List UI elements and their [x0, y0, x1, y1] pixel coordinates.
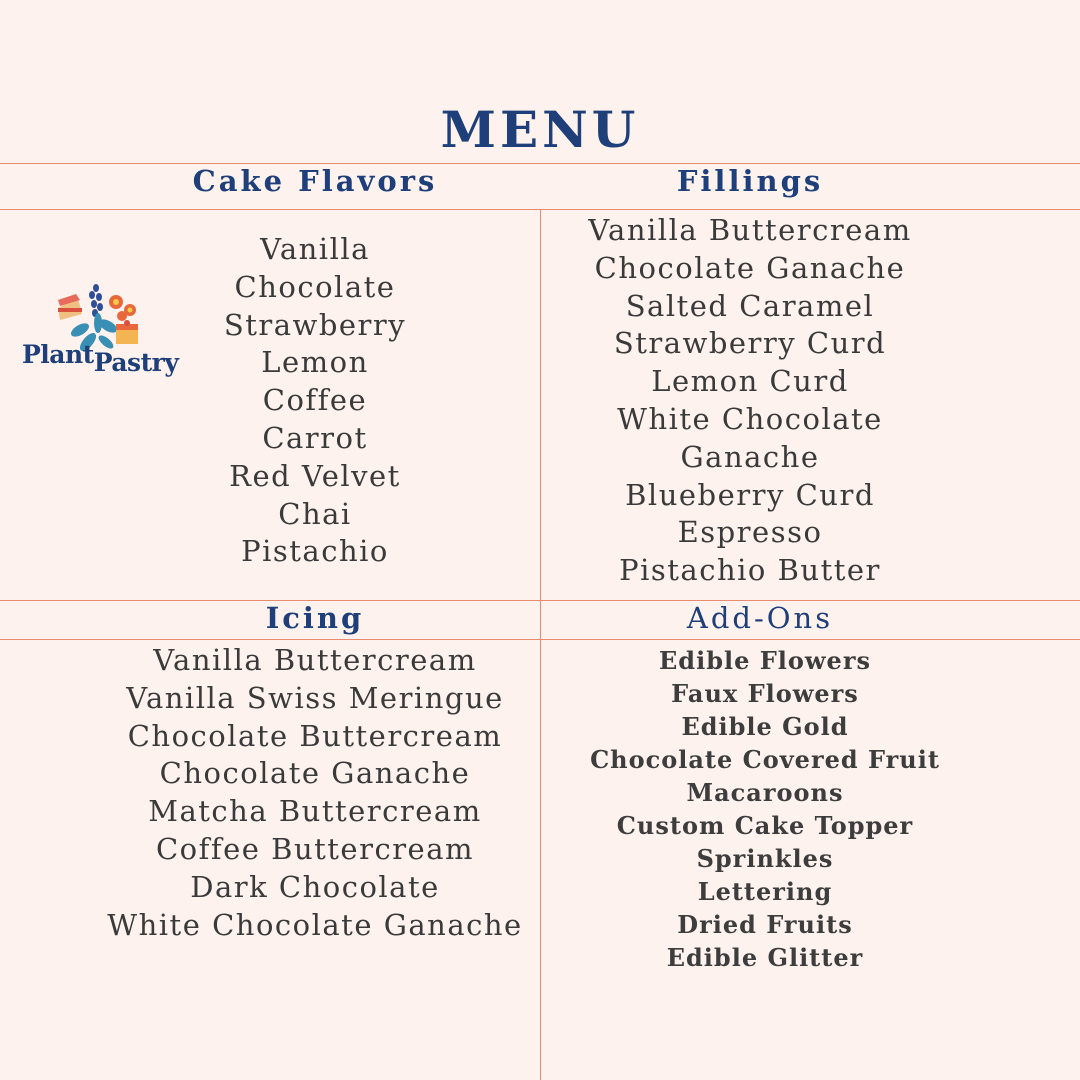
list-item: Lemon: [261, 345, 369, 380]
list-item: Chocolate Covered Fruit: [590, 745, 940, 774]
add-ons-heading: Add-Ons: [686, 601, 834, 635]
cake-flavors-list: [90, 231, 540, 571]
list-item: Chocolate Ganache: [594, 250, 906, 285]
list-item: Coffee Buttercream: [155, 831, 475, 866]
menu-title: MENU: [440, 100, 640, 159]
list-item: Custom Cake Topper: [616, 811, 914, 840]
list-item: Macaroons: [686, 778, 844, 807]
list-item: Edible Flowers: [659, 646, 871, 675]
list-item: Vanilla Buttercream: [153, 643, 477, 677]
list-item: Vanilla: [260, 232, 370, 266]
list-item: Faux Flowers: [671, 679, 859, 708]
list-item: Pistachio: [241, 534, 389, 569]
brand-name-part1: Plant: [22, 340, 94, 369]
list-item: Edible Glitter: [666, 943, 864, 972]
fillings-heading: Fillings: [676, 164, 824, 198]
add-ons-list: [540, 644, 990, 974]
list-item: Vanilla Buttercream: [588, 213, 912, 247]
list-item: Strawberry: [223, 307, 407, 342]
icing-list: [90, 642, 540, 944]
list-item: Lemon Curd: [651, 364, 849, 399]
list-item: Chocolate Buttercream: [127, 718, 503, 753]
list-item: White Chocolate: [617, 401, 883, 436]
list-item: Coffee: [262, 383, 368, 418]
list-item: Red Velvet: [229, 458, 401, 493]
list-item: Strawberry Curd: [613, 326, 887, 361]
list-item: Dried Fruits: [677, 910, 853, 939]
list-item: Espresso: [677, 515, 823, 550]
list-item: Edible Gold: [681, 712, 849, 741]
icing-heading: Icing: [265, 601, 365, 635]
list-item: Carrot: [262, 420, 368, 455]
list-item: Vanilla Swiss Meringue: [126, 680, 504, 715]
fillings-list: [540, 212, 960, 590]
list-item: Dark Chocolate: [190, 869, 440, 904]
list-item: Chocolate: [234, 269, 396, 304]
list-item: Chocolate Ganache: [159, 756, 471, 791]
list-item: Lettering: [697, 877, 833, 906]
list-item: Blueberry Curd: [625, 477, 875, 512]
brand-name-part2: Pastry: [93, 348, 179, 377]
list-item: Sprinkles: [696, 844, 834, 873]
list-item: Ganache: [680, 439, 820, 474]
list-item: Pistachio Butter: [619, 553, 881, 588]
list-item: Salted Caramel: [625, 288, 875, 323]
cake-flavors-heading: Cake Flavors: [192, 164, 438, 198]
list-item: White Chocolate Ganache: [107, 907, 523, 942]
list-item: Chai: [278, 496, 352, 531]
list-item: Matcha Buttercream: [148, 794, 482, 829]
